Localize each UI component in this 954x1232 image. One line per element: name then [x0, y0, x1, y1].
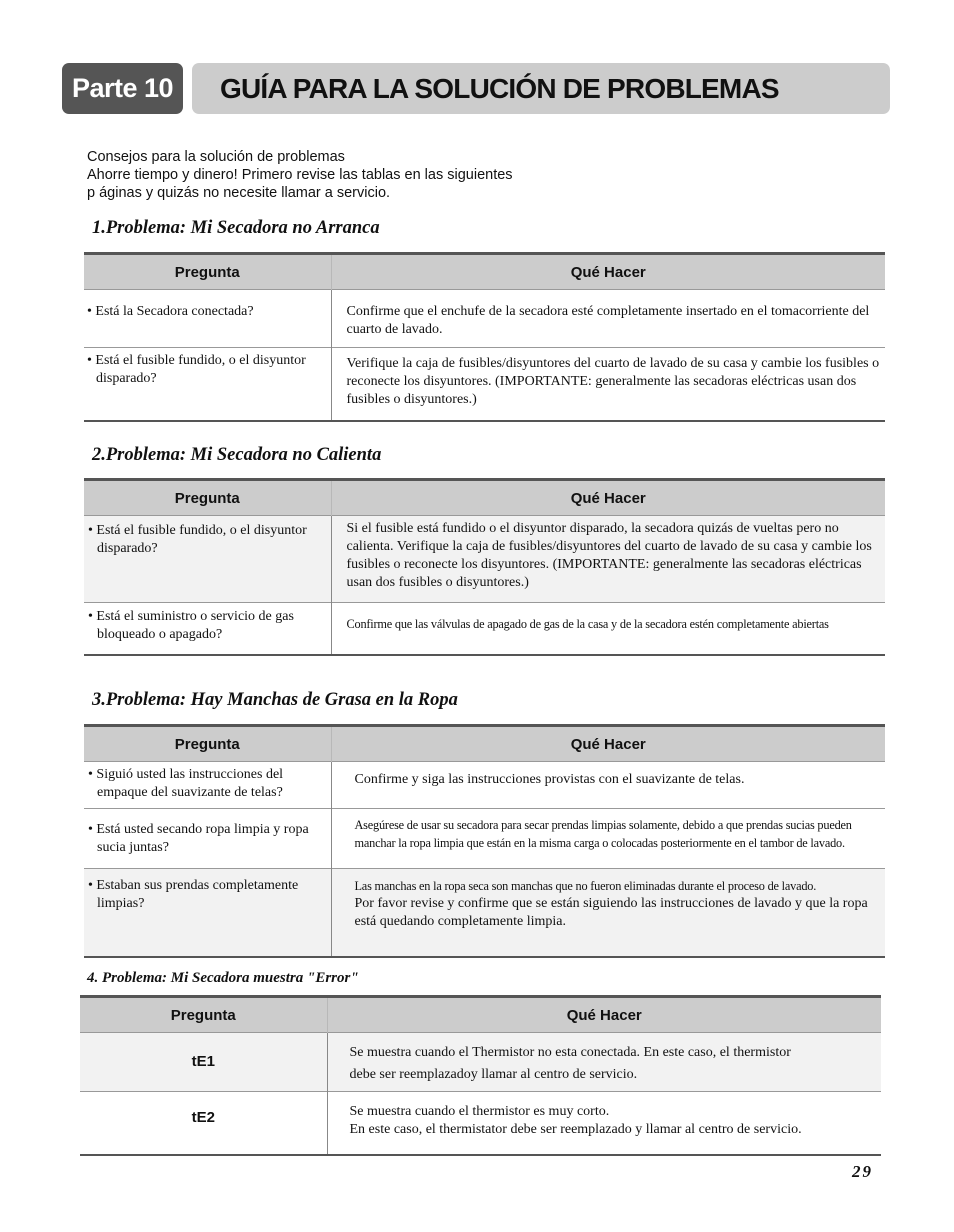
table-row [84, 516, 885, 603]
action-cell [328, 1033, 882, 1086]
part-badge: Parte 10 [62, 63, 183, 114]
action-line: Las manchas en la ropa seca son manchas que no fueron eliminadas durante el proceso de lavado. [354, 879, 817, 893]
table-row [84, 762, 885, 809]
column-header-action: Qué Hacer [327, 998, 881, 1033]
action-cell [328, 1092, 882, 1139]
table-row [84, 809, 885, 869]
table-bottom-rule [84, 654, 885, 656]
error-code: tE2 [191, 1109, 215, 1126]
action-cell: Asegúrese de usar su secadora para secar prendas limpias solamente, debido a que prendas sucias pueden manchar la ropa limpia que están en la misma carga o colocadas posteriormente en el tambor de lavado. [354, 818, 852, 850]
table-row [84, 869, 885, 957]
question-cell: • Estaban sus prendas completamente limpias? [88, 878, 299, 911]
error-code-table [80, 998, 881, 1154]
action-line: En este caso, el thermistator debe ser reemplazado y llamar al centro de servicio. [349, 1122, 802, 1137]
page-title: GUÍA PARA LA SOLUCIÓN DE PROBLEMAS [192, 63, 890, 114]
table-row [80, 1033, 881, 1092]
action-cell: Confirme que el enchufe de la secadora esté completamente insertado en el tomacorriente del cuarto de lavado. [346, 304, 870, 337]
action-cell: Si el fusible está fundido o el disyuntor disparado, la secadora quizás de vueltas pero no calienta. Verifique la caja de fusibles/disyuntores del cuarto de lavado de su casa y cambie los fusibles o reconecte los disyuntores. (IMPORTANTE: generalmente las secadoras eléctricas usan dos fusibles o disyuntores.) [346, 521, 872, 590]
table-bottom-rule [84, 956, 885, 958]
section-title: 4. Problema: Mi Secadora muestra "Error" [87, 970, 359, 986]
action-cell [332, 869, 886, 931]
column-header-question: Pregunta [80, 998, 327, 1033]
action-cell: Confirme que las válvulas de apagado de gas de la casa y de la secadora estén completamente abiertas [346, 617, 829, 631]
action-line: Se muestra cuando el thermistor es muy corto. [349, 1104, 610, 1119]
table-row [84, 603, 885, 655]
action-cell: Confirme y siga las instrucciones provistas con el suavizante de telas. [354, 772, 745, 787]
column-header-question: Pregunta [84, 727, 331, 762]
column-header-question: Pregunta [84, 481, 331, 516]
section-title: 2.Problema: Mi Secadora no Calienta [92, 445, 382, 465]
column-header-action: Qué Hacer [331, 255, 885, 290]
intro-line: p áginas y quizás no necesite llamar a servicio. [87, 185, 391, 201]
question-cell: • Está el fusible fundido, o el disyuntor disparado? [88, 523, 307, 556]
table-row [84, 348, 885, 420]
action-cell: Verifique la caja de fusibles/disyuntores del cuarto de lavado de su casa y cambie los fusibles o reconecte los disyuntores. (IMPORTANTE: generalmente las secadoras eléctricas usan dos fusibles o disyuntores.) [346, 356, 880, 407]
column-header-question: Pregunta [84, 255, 331, 290]
troubleshooting-table-3 [84, 727, 885, 957]
intro-line: Consejos para la solución de problemas [87, 149, 345, 165]
error-code: tE1 [191, 1053, 215, 1070]
table-row [80, 1092, 881, 1154]
question-cell: • Está la Secadora conectada? [87, 304, 254, 319]
table-row [84, 290, 885, 348]
question-cell: • Está el suministro o servicio de gas bloqueado o apagado? [88, 609, 294, 642]
action-line: Se muestra cuando el Thermistor no esta conectada. En este caso, el thermistor [349, 1045, 791, 1060]
troubleshooting-table-1 [84, 255, 885, 420]
question-cell: • Está el fusible fundido, o el disyuntor disparado? [87, 353, 306, 386]
question-cell: • Siguió usted las instrucciones del empaque del suavizante de telas? [88, 767, 284, 800]
intro-text [87, 148, 513, 202]
column-header-action: Qué Hacer [331, 727, 885, 762]
section-title: 3.Problema: Hay Manchas de Grasa en la Ropa [92, 690, 458, 710]
column-header-action: Qué Hacer [331, 481, 885, 516]
action-line: debe ser reemplazadoy llamar al centro de servicio. [349, 1067, 638, 1082]
intro-line: Ahorre tiempo y dinero! Primero revise las tablas en las siguientes [87, 167, 513, 183]
page-number: 29 [852, 1162, 873, 1181]
table-bottom-rule [84, 420, 885, 422]
question-cell: • Está usted secando ropa limpia y ropa sucia juntas? [88, 822, 309, 855]
action-line: Por favor revise y confirme que se están siguiendo las instrucciones de lavado y que la ropa está quedando completamente limpia. [354, 896, 868, 929]
section-title: 1.Problema: Mi Secadora no Arranca [92, 218, 380, 238]
troubleshooting-table-2 [84, 481, 885, 655]
table-bottom-rule [80, 1154, 881, 1156]
